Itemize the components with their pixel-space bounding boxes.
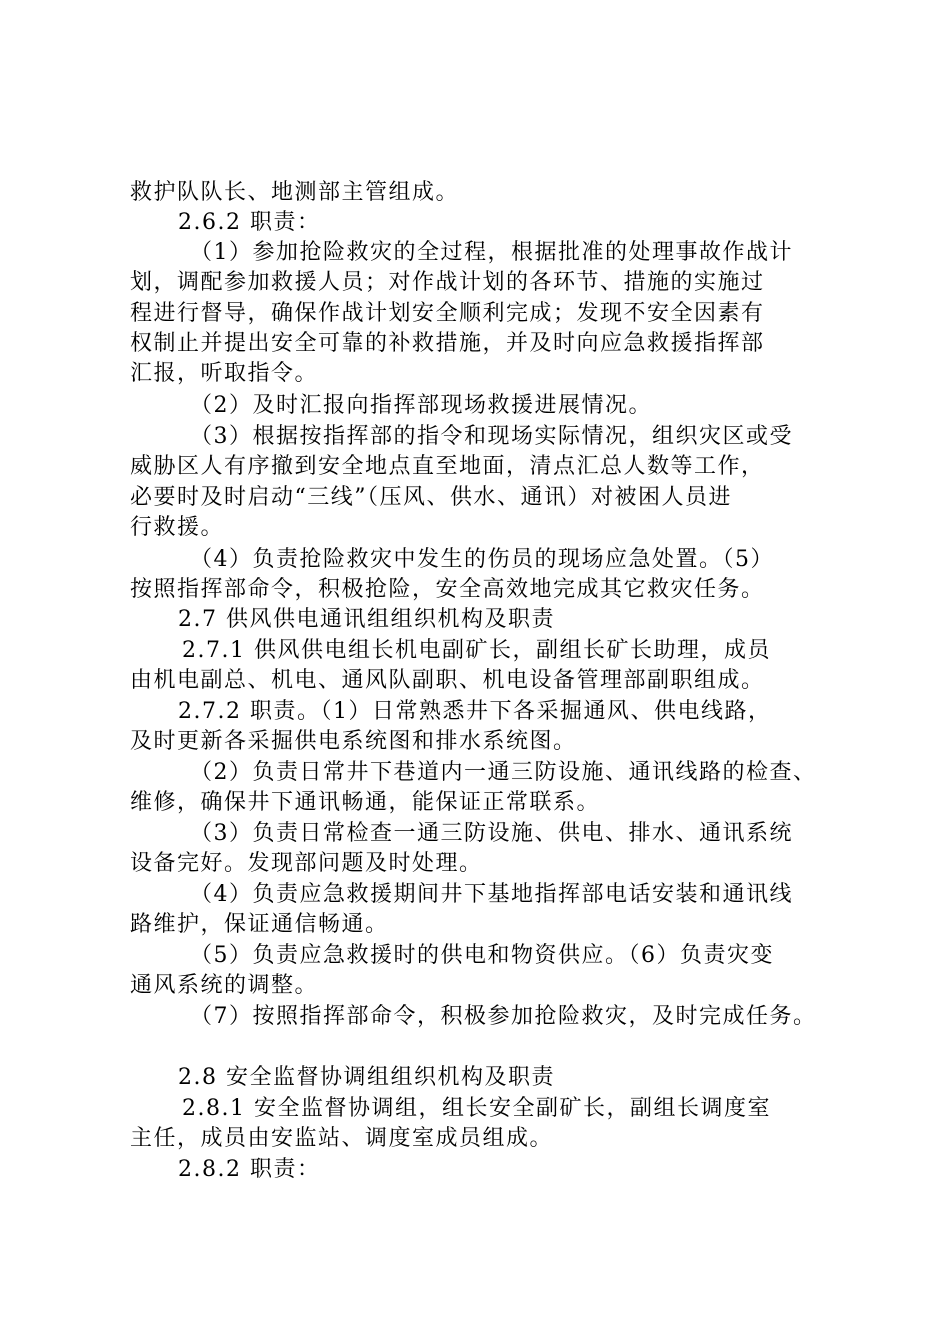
text-line: 通风系统的调整。: [130, 973, 319, 998]
text-line: 主任，成员由安监站、调度室成员组成。: [130, 1126, 554, 1151]
text-line: （3）根据按指挥部的指令和现场实际情况，组织灾区或受: [190, 424, 793, 449]
text-line: 划，调配参加救援人员；对作战计划的各环节、措施的实施过: [130, 270, 765, 295]
text-line: 行救援。: [130, 515, 225, 540]
text-line: 程进行督导，确保作战计划安全顺利完成；发现不安全因素有: [130, 301, 765, 326]
text-line: 权制止并提出安全可靠的补救措施，并及时向应急救援指挥部: [130, 331, 765, 356]
text-line: 2.7.2 职责。（1）日常熟悉井下各采掘通风、供电线路，: [178, 699, 772, 724]
section-heading: 2.6.2 职责：: [178, 210, 321, 235]
text-line: 路维护，保证通信畅通。: [130, 912, 389, 937]
text-line: 设备完好。发现部问题及时处理。: [130, 851, 483, 876]
text-line: 汇报，听取指令。: [130, 361, 319, 386]
section-heading: 2.8.2 职责：: [178, 1157, 321, 1182]
section-heading: 2.8 安全监督协调组组织机构及职责: [178, 1065, 555, 1090]
text-line: （7）按照指挥部命令，积极参加抢险救灾，及时完成任务。: [190, 1004, 817, 1029]
text-line: （4）负责应急救援期间井下基地指挥部电话安装和通讯线: [190, 882, 793, 907]
text-line: 由机电副总、机电、通风队副职、机电设备管理部副职组成。: [130, 668, 765, 693]
text-line: 必要时及时启动“三线”（压风、供水、通讯）对被困人员进: [130, 485, 732, 510]
text-line: 2.8.1 安全监督协调组，组长安全副矿长，副组长调度室: [182, 1096, 771, 1121]
text-line: （2）及时汇报向指挥部现场救援进展情况。: [190, 393, 652, 418]
text-line: （4）负责抢险救灾中发生的伤员的现场应急处置。（5）: [190, 547, 774, 572]
section-heading: 2.7 供风供电通讯组组织机构及职责: [178, 607, 555, 632]
text-line: （5）负责应急救援时的供电和物资供应。（6）负责灾变: [190, 943, 774, 968]
text-line: （3）负责日常检查一通三防设施、供电、排水、通讯系统: [190, 821, 793, 846]
text-line: （1）参加抢险救灾的全过程，根据批准的处理事故作战计: [190, 240, 793, 265]
text-line: 按照指挥部命令，积极抢险，安全高效地完成其它救灾任务。: [130, 577, 765, 602]
text-line: 救护队队长、地测部主管组成。: [130, 180, 460, 205]
text-line: 维修，确保井下通讯畅通，能保证正常联系。: [130, 790, 601, 815]
text-line: 及时更新各采掘供电系统图和排水系统图。: [130, 729, 577, 754]
text-line: （2）负责日常井下巷道内一通三防设施、通讯线路的检查、: [190, 760, 817, 785]
text-line: 威胁区人有序撤到安全地点直至地面，清点汇总人数等工作，: [130, 454, 765, 479]
text-line: 2.7.1 供风供电组长机电副矿长，副组长矿长助理，成员: [182, 638, 771, 663]
